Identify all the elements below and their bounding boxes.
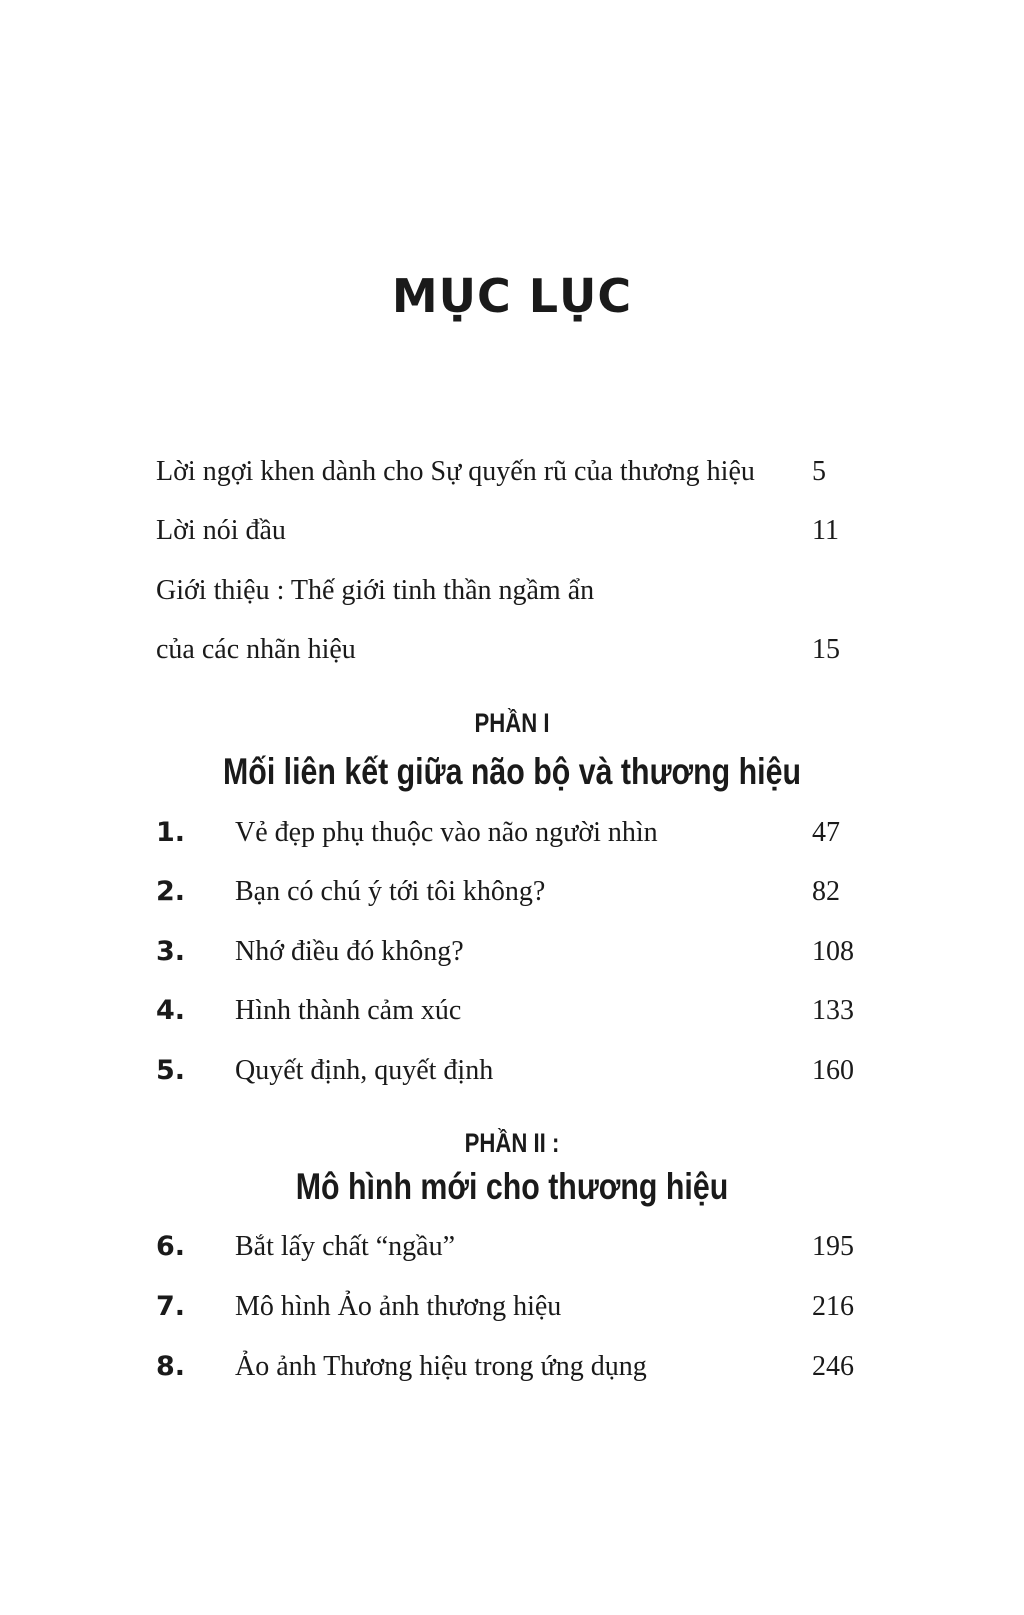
toc-entry-preface[interactable]: Lời nói đầu <box>156 515 286 546</box>
chapter-number: 4. <box>156 995 186 1026</box>
chapter-title[interactable]: Mô hình Ảo ảnh thương hiệu <box>235 1291 562 1322</box>
toc-page-number: 5 <box>812 456 826 487</box>
chapter-page: 47 <box>812 817 840 848</box>
part-label: PHẦN I <box>474 708 550 738</box>
chapter-number: 1. <box>156 817 186 848</box>
chapter-title[interactable]: Vẻ đẹp phụ thuộc vào não người nhìn <box>235 817 658 848</box>
chapter-number: 8. <box>156 1351 186 1382</box>
chapter-title[interactable]: Nhớ điều đó không? <box>235 936 464 967</box>
toc-page-number: 11 <box>812 515 839 546</box>
toc-page-number: 15 <box>812 634 840 665</box>
chapter-title[interactable]: Quyết định, quyết định <box>235 1055 494 1086</box>
toc-entry-praise[interactable]: Lời ngợi khen dành cho Sự quyến rũ của thương hiệu <box>156 456 755 487</box>
chapter-page: 160 <box>812 1055 854 1086</box>
chapter-page: 108 <box>812 936 854 967</box>
chapter-number: 7. <box>156 1291 186 1322</box>
chapter-title[interactable]: Bắt lấy chất “ngầu” <box>235 1231 456 1262</box>
chapter-page: 82 <box>812 876 840 907</box>
chapter-page: 216 <box>812 1291 854 1322</box>
chapter-title[interactable]: Ảo ảnh Thương hiệu trong ứng dụng <box>235 1351 647 1382</box>
chapter-title[interactable]: Bạn có chú ý tới tôi không? <box>235 876 546 907</box>
part-title: Mối liên kết giữa não bộ và thương hiệu <box>223 751 801 792</box>
toc-entry-introduction-cont[interactable]: của các nhãn hiệu <box>156 634 356 665</box>
toc-entry-introduction[interactable]: Giới thiệu : Thế giới tinh thần ngầm ẩn <box>156 575 595 606</box>
chapter-page: 246 <box>812 1351 854 1382</box>
chapter-page: 133 <box>812 995 854 1026</box>
chapter-number: 2. <box>156 876 186 907</box>
chapter-number: 5. <box>156 1055 186 1086</box>
chapter-page: 195 <box>812 1231 854 1262</box>
page-title: MỤC LỤC <box>391 269 633 323</box>
chapter-number: 3. <box>156 936 186 967</box>
chapter-title[interactable]: Hình thành cảm xúc <box>235 995 462 1026</box>
part-title: Mô hình mới cho thương hiệu <box>295 1166 729 1207</box>
chapter-number: 6. <box>156 1231 186 1262</box>
part-label: PHẦN II : <box>464 1128 560 1158</box>
